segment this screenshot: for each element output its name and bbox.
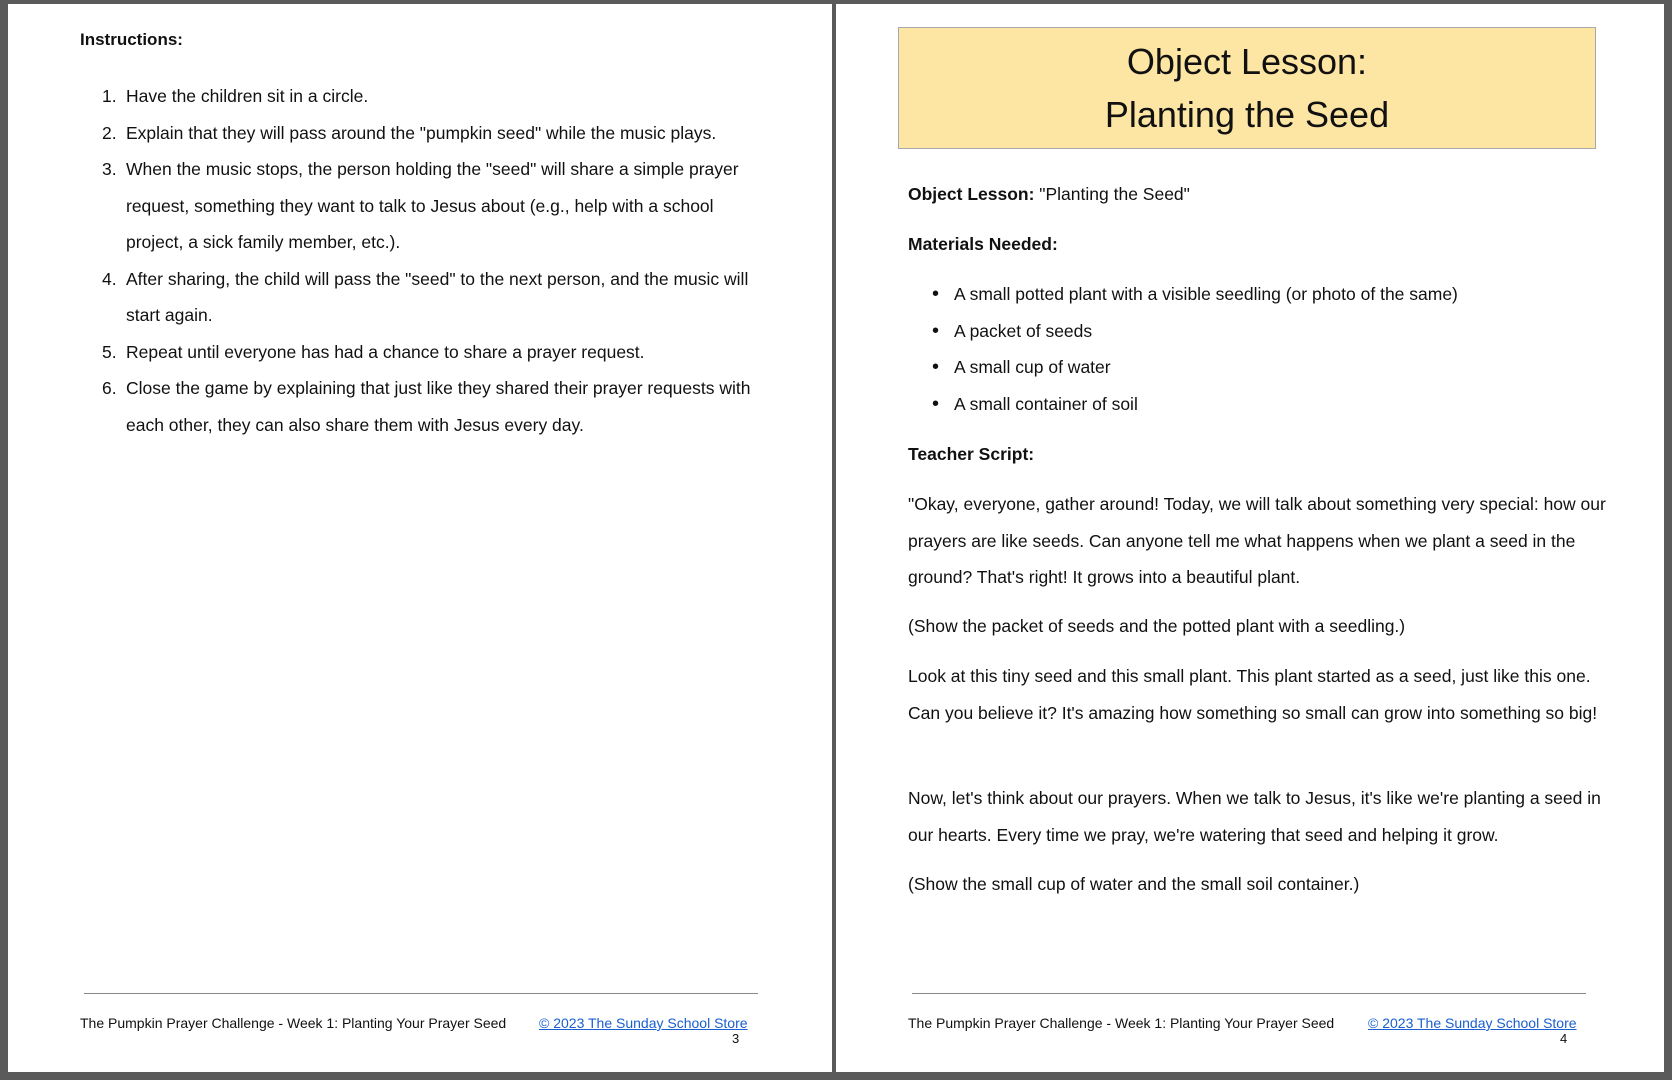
list-item-text: Close the game by explaining that just like they shared their prayer requests with each other, they can also share them with Jesus every day. [126, 378, 751, 435]
list-item [102, 334, 772, 371]
list-item [102, 78, 772, 115]
object-lesson-value: "Planting the Seed" [1034, 184, 1190, 204]
list-item: • A small container of soil [932, 386, 1458, 423]
object-lesson-line [908, 176, 1608, 213]
page-number: 3 [732, 1031, 740, 1046]
instructions-list [102, 78, 772, 443]
page-4 [836, 4, 1664, 1072]
list-item [102, 370, 772, 443]
list-item-text: Repeat until everyone has had a chance to share a prayer request. [126, 341, 645, 362]
list-item: • A small cup of water [932, 349, 1458, 386]
object-lesson-label: Object Lesson: [908, 184, 1035, 204]
footer-title: The Pumpkin Prayer Challenge - Week 1: Planting Your Prayer Seed [80, 1015, 507, 1031]
list-item: • A small potted plant with a visible seedling (or photo of the same) [932, 276, 1458, 313]
list-item: • A packet of seeds [932, 313, 1458, 350]
list-item-text: Have the children sit in a circle. [126, 86, 369, 106]
copyright-link[interactable]: © 2023 The Sunday School Store [1368, 1015, 1577, 1031]
lesson-title-box [898, 27, 1596, 149]
page-3 [8, 4, 832, 1072]
list-item-text: When the music stops, the person holding the "seed" will share a simple prayer request, something they want to talk to Jesus about (e.g., help with a school project, a sick family member, etc.). [126, 159, 739, 252]
script-paragraph: Look at this tiny seed and this small plant. This plant started as a seed, just like this one. Can you believe it? It's amazing how something so small can grow into something so big! [908, 666, 1598, 723]
list-number: 1. [102, 86, 117, 106]
footer-title: The Pumpkin Prayer Challenge - Week 1: Planting Your Prayer Seed [908, 1015, 1335, 1031]
script-paragraph: Now, let's think about our prayers. When we talk to Jesus, it's like we're planting a seed in our hearts. Every time we pray, we're watering that seed and helping it grow. [908, 788, 1601, 845]
materials-heading: Materials Needed: [908, 234, 1058, 254]
list-number: 3. [102, 159, 117, 179]
script-paragraph: (Show the packet of seeds and the potted plant with a seedling.) [908, 616, 1406, 636]
lesson-title-line-2: Planting the Seed [1104, 94, 1390, 135]
materials-list [932, 276, 1458, 422]
lesson-title-line-1: Object Lesson: [1126, 41, 1368, 82]
list-number: 4. [102, 268, 117, 289]
list-item [102, 151, 772, 261]
list-item-text: Explain that they will pass around the "pumpkin seed" while the music plays. [126, 122, 717, 143]
list-item-text: After sharing, the child will pass the "seed" to the next person, and the music will start again. [126, 268, 749, 325]
list-number: 6. [102, 378, 117, 398]
footer-divider [84, 993, 758, 994]
list-number: 2. [102, 122, 117, 143]
footer-divider [912, 993, 1586, 994]
list-number: 5. [102, 341, 117, 362]
page-number: 4 [1560, 1031, 1568, 1046]
copyright-link[interactable]: © 2023 The Sunday School Store [539, 1015, 748, 1031]
teacher-script-heading: Teacher Script: [908, 444, 1035, 464]
script-paragraph: "Okay, everyone, gather around! Today, we will talk about something very special: how our prayers are like seeds. Can anyone tell me what happens when we plant a seed in the ground? That's right! It grows into a beautiful plant. [908, 494, 1606, 587]
script-paragraph: (Show the small cup of water and the small soil container.) [908, 874, 1360, 894]
list-item [102, 115, 772, 152]
list-item [102, 261, 772, 334]
instructions-heading: Instructions: [80, 30, 183, 49]
